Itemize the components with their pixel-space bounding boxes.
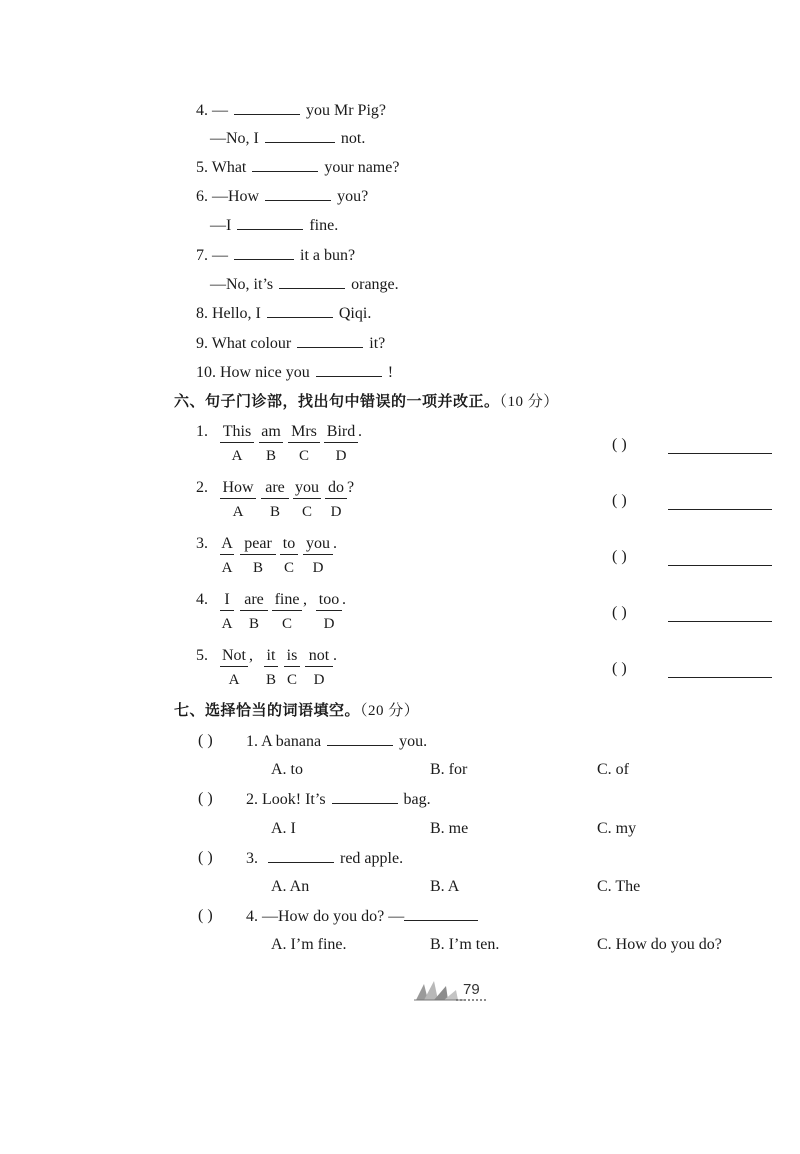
s7-question: 1. A banana you.	[246, 733, 428, 750]
answer-paren[interactable]: ( )	[612, 548, 627, 565]
option-word-a: Not	[220, 646, 248, 667]
option-word-d: too	[316, 590, 342, 611]
choice-a[interactable]: A. I’m fine.	[271, 936, 347, 953]
option-word-c: you	[293, 478, 321, 499]
option-word-a: How	[220, 478, 256, 499]
option-word-c: to	[280, 534, 298, 555]
item-number: 2.	[196, 479, 208, 496]
answer-blank[interactable]	[404, 906, 478, 921]
s7-question: 4. —How do you do? —	[246, 906, 484, 927]
answer-blank[interactable]	[279, 274, 345, 289]
choice-b[interactable]: B. I’m ten.	[430, 936, 500, 953]
option-letter: B	[248, 616, 259, 632]
choice-c[interactable]: C. of	[597, 761, 629, 778]
sentence-punct: .	[333, 535, 337, 552]
answer-paren[interactable]: ( )	[612, 604, 627, 621]
answer-blank[interactable]	[234, 100, 300, 115]
option-word-a: I	[220, 590, 234, 611]
correction-line[interactable]	[668, 620, 772, 622]
s5-item-4-q: 4. — you Mr Pig?	[196, 102, 386, 119]
s5-item-4-a: —No, I not.	[210, 130, 366, 147]
answer-paren[interactable]: ( )	[198, 849, 213, 866]
option-letter: D	[335, 448, 347, 464]
choice-a[interactable]: A. to	[271, 761, 303, 778]
answer-blank[interactable]	[252, 157, 318, 172]
correction-line[interactable]	[668, 676, 772, 678]
s5-item-6-a: —I fine.	[210, 217, 339, 234]
sentence-punct: .	[342, 591, 346, 608]
option-letter: B	[252, 560, 263, 576]
sentence-punct: .	[333, 647, 337, 664]
item-number: 3.	[196, 535, 208, 552]
option-word-b: it	[264, 646, 278, 667]
answer-blank[interactable]	[316, 362, 382, 377]
s7-question: 2. Look! It’s bag.	[246, 791, 431, 808]
s5-item-10: 10. How nice you !	[196, 364, 394, 381]
option-letter: A	[228, 672, 240, 688]
option-letter: A	[232, 504, 244, 520]
option-letter: C	[298, 448, 309, 464]
comma-punct: ,	[249, 647, 253, 664]
item-number: 4.	[196, 591, 208, 608]
option-word-d: do	[325, 478, 347, 499]
option-letter: A	[221, 560, 233, 576]
sentence-punct: .	[358, 423, 362, 440]
option-word-a: A	[220, 534, 234, 555]
option-word-b: are	[261, 478, 289, 499]
answer-blank[interactable]	[297, 333, 363, 348]
option-word-d: not	[305, 646, 333, 667]
dotted-underline-icon	[455, 998, 487, 1002]
section6-heading: 六、句子门诊部，找出句中错误的一项并改正。（10 分）	[174, 392, 559, 410]
sentence-punct: ?	[347, 479, 355, 496]
option-word-b: are	[240, 590, 268, 611]
answer-blank[interactable]	[332, 789, 398, 804]
item-number: 5.	[196, 647, 208, 664]
choice-c[interactable]: C. How do you do?	[597, 936, 722, 953]
option-word-d: you	[303, 534, 333, 555]
s7-question: 3. red apple.	[246, 850, 404, 867]
correction-line[interactable]	[668, 452, 772, 454]
option-letter: C	[301, 504, 312, 520]
option-letter: A	[231, 448, 243, 464]
s5-item-6-q: 6. —How you?	[196, 188, 369, 205]
option-word-c: is	[284, 646, 300, 667]
option-letter: B	[269, 504, 280, 520]
option-word-a: This	[220, 422, 254, 443]
option-letter: C	[281, 616, 292, 632]
answer-blank[interactable]	[265, 128, 335, 143]
answer-blank[interactable]	[237, 215, 303, 230]
answer-blank[interactable]	[267, 303, 333, 318]
answer-blank[interactable]	[268, 848, 334, 863]
answer-paren[interactable]: ( )	[198, 732, 213, 749]
choice-b[interactable]: B. A	[430, 878, 460, 895]
s5-item-7-a: —No, it’s orange.	[210, 276, 399, 293]
option-letter: B	[265, 448, 276, 464]
answer-paren[interactable]: ( )	[198, 907, 213, 924]
option-word-c: Mrs	[288, 422, 320, 443]
answer-blank[interactable]	[234, 245, 294, 260]
s5-item-8: 8. Hello, I Qiqi.	[196, 305, 372, 322]
answer-blank[interactable]	[265, 186, 331, 201]
option-letter: B	[265, 672, 276, 688]
page-number: 79	[463, 981, 480, 998]
choice-a[interactable]: A. I	[271, 820, 296, 837]
option-letter: D	[313, 672, 325, 688]
option-word-d: Bird	[324, 422, 358, 443]
option-letter: D	[323, 616, 335, 632]
choice-b[interactable]: B. for	[430, 761, 468, 778]
option-letter: D	[330, 504, 342, 520]
s5-item-9: 9. What colour it?	[196, 335, 386, 352]
section7-heading: 七、选择恰当的词语填空。（20 分）	[174, 701, 420, 719]
answer-blank[interactable]	[327, 731, 393, 746]
answer-paren[interactable]: ( )	[612, 436, 627, 453]
option-letter: C	[286, 672, 297, 688]
choice-c[interactable]: C. my	[597, 820, 637, 837]
comma-punct: ,	[303, 591, 307, 608]
option-letter: D	[312, 560, 324, 576]
choice-a[interactable]: A. An	[271, 878, 310, 895]
s5-item-7-q: 7. — it a bun?	[196, 247, 356, 264]
option-letter: A	[221, 616, 233, 632]
choice-c[interactable]: C. The	[597, 878, 641, 895]
option-word-b: pear	[240, 534, 276, 555]
choice-b[interactable]: B. me	[430, 820, 469, 837]
correction-line[interactable]	[668, 508, 772, 510]
option-word-b: am	[259, 422, 283, 443]
answer-paren[interactable]: ( )	[198, 790, 213, 807]
answer-paren[interactable]: ( )	[612, 660, 627, 677]
s5-item-5: 5. What your name?	[196, 159, 400, 176]
item-number: 1.	[196, 423, 208, 440]
correction-line[interactable]	[668, 564, 772, 566]
option-letter: C	[283, 560, 294, 576]
answer-paren[interactable]: ( )	[612, 492, 627, 509]
option-word-c: fine	[272, 590, 302, 611]
